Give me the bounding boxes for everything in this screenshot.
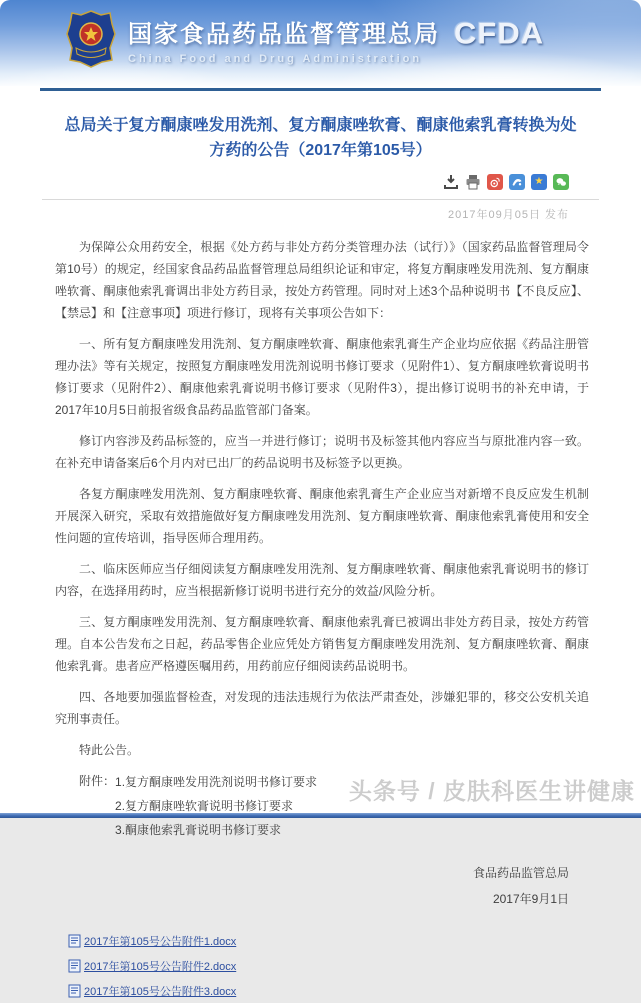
article-body	[55, 236, 589, 842]
org-name-cn: 国家食品药品监督管理总局	[128, 21, 440, 48]
doc-file-icon	[68, 959, 81, 973]
doc-file-icon	[68, 934, 81, 948]
paragraph: 修订内容涉及药品标签的，应当一并进行修订；说明书及标签其他内容应当与原批准内容一致。在补充申请备案后6个月内对已出厂的药品说明书及标签予以更换。	[55, 434, 589, 470]
watermark: 头条号 / 皮肤科医生讲健康	[348, 778, 635, 804]
article-toolbar	[0, 173, 569, 191]
publish-date: 2017年09月05日 发布	[448, 209, 569, 221]
paragraph: 三、复方酮康唑发用洗剂、复方酮康唑软膏、酮康他索乳膏已被调出非处方药目录，按处方药管理。自本公告发布之日起，药品零售企业应凭处方销售复方酮康唑发用洗剂、复方酮康唑软膏、酮康他索乳膏。患者应严格遵医嘱用药，用药前应仔细阅读药品说明书。	[55, 615, 589, 673]
attachment-link-label: 2017年第105号公告附件2.docx	[84, 960, 237, 973]
bottom-edge-bar	[0, 813, 641, 818]
header-divider	[40, 88, 601, 91]
paragraph: 为保障公众用药安全，根据《处方药与非处方药分类管理办法（试行）》（国家药品监督管理局令第10号）的规定，经国家食品药品监督管理总局组织论证和审定，将复方酮康唑发用洗剂、复方酮康唑软膏、酮康他索乳膏调出非处方药目录，按处方药管理。同时对上述3个品种说明书【不良反应】、【禁忌】和【注意事项】项进行修订，现将有关事项公告如下：	[55, 240, 589, 320]
share-weibo-icon[interactable]	[487, 174, 503, 190]
title-divider	[42, 199, 599, 200]
download-icon[interactable]	[443, 174, 459, 190]
paragraph: 四、各地要加强监督检查，对发现的违法违规行为依法严肃查处，涉嫌犯罪的，移交公安机关追究刑事责任。	[55, 690, 589, 726]
paragraph: 一、所有复方酮康唑发用洗剂、复方酮康唑软膏、酮康他索乳膏生产企业均应依据《药品注册管理办法》等有关规定，按照复方酮康唑发用洗剂说明书修订要求（见附件1）、复方酮康唑软膏说明书修订要求（见附件2）、酮康他索乳膏说明书修订要求（见附件3），提出修订说明书的补充申请，于2017年10月5日前报省级食品药品监管部门备案。	[55, 337, 589, 417]
attachment-link-2[interactable]	[68, 953, 641, 978]
signature-block	[0, 860, 569, 912]
attachment-item: 3.酮康他索乳膏说明书修订要求	[115, 823, 282, 837]
cfda-emblem-icon	[66, 10, 116, 68]
attachment-links	[68, 928, 641, 1003]
attachment-item: 2.复方酮康唑软膏说明书修订要求	[115, 799, 294, 813]
attachment-link-1[interactable]	[68, 928, 641, 953]
attachment-link-label: 2017年第105号公告附件3.docx	[84, 985, 237, 998]
page-title: 总局关于复方酮康唑发用洗剂、复方酮康唑软膏、酮康他索乳膏转换为处方药的公告（2017年第105号）	[64, 117, 577, 159]
print-icon[interactable]	[465, 174, 481, 190]
signature-org: 食品药品监管总局	[472, 866, 569, 880]
paragraph: 各复方酮康唑发用洗剂、复方酮康唑软膏、酮康他索乳膏生产企业应当对新增不良反应发生机制开展深入研究，采取有效措施做好复方酮康唑发用洗剂、复方酮康唑软膏、酮康他索乳膏使用和安全性问题的宣传培训，指导医师合理用药。	[55, 487, 589, 545]
cfda-logo: CFDA	[454, 16, 545, 50]
share-qzone-icon[interactable]: ★	[531, 174, 547, 190]
doc-file-icon	[68, 984, 81, 998]
share-wechat-icon[interactable]	[553, 174, 569, 190]
site-header	[0, 0, 641, 86]
share-tencent-weibo-icon[interactable]	[509, 174, 525, 190]
org-name-en: China Food and Drug Administration	[128, 53, 423, 65]
signature-date: 2017年9月1日	[492, 892, 569, 906]
attachment-link-3[interactable]	[68, 978, 641, 1003]
paragraph: 二、临床医师应当仔细阅读复方酮康唑发用洗剂、复方酮康唑软膏、酮康他索乳膏说明书的修订内容，在选择用药时，应当根据新修订说明书进行充分的效益/风险分析。	[55, 562, 589, 598]
attachment-item: 1.复方酮康唑发用洗剂说明书修订要求	[115, 775, 318, 789]
attachment-link-label: 2017年第105号公告附件1.docx	[84, 935, 237, 948]
attachments-label: 附件：	[79, 774, 116, 788]
paragraph: 特此公告。	[79, 743, 140, 757]
